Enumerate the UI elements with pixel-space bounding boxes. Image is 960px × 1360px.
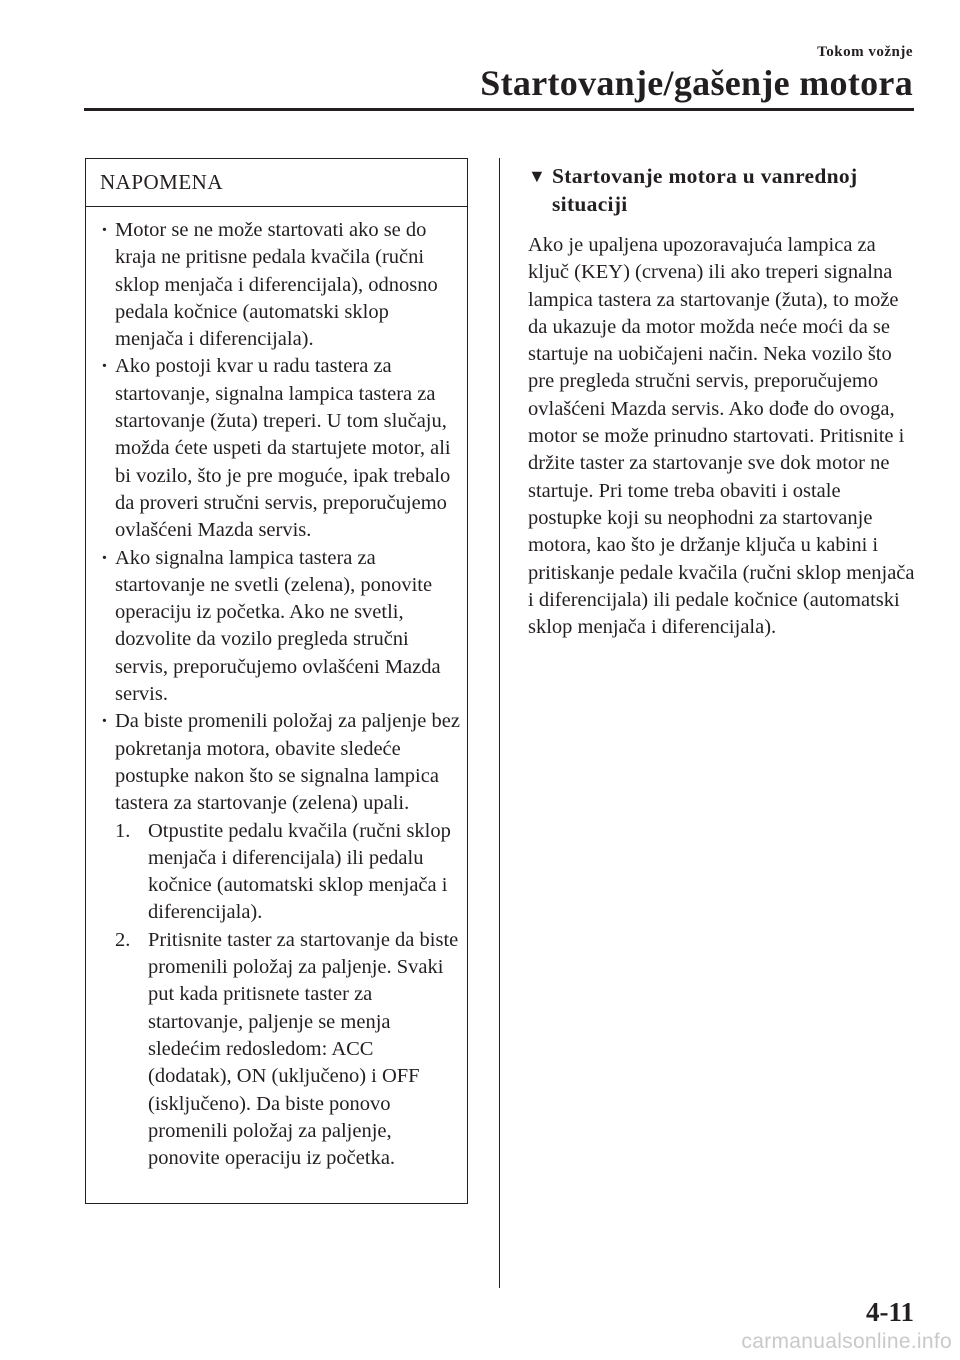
watermark: carmanualsonline.info [741,1330,952,1353]
note-step-number: 1. [115,819,131,842]
column-divider [499,158,500,1288]
note-box [85,158,468,1204]
page-title: Startovanje/gašenje motora [480,63,913,103]
note-steps [115,818,461,1173]
note-step-text: Pritisnite taster za startovanje da biste promenili položaj za paljenje. Svaki put kada pritisnete taster za startovanje, paljenje se menja sledećim redosledom: ACC (dodatak), ON (uključeno) i OFF (isključeno). Da biste ponovo promenili položaj za paljenje, ponovite operaciju iz početka. [148,928,459,1170]
page-number: 4-11 [865,1297,914,1327]
note-title: NAPOMENA [86,159,467,207]
note-bullet-text: Motor se ne može startovati ako se do kraja ne pritisne pedala kvačila (ručni sklop menjača i diferencijala), odnosno pedala kočnice (automatski sklop menjača i diferencijala). [115,219,438,351]
header-section-label: Tokom vožnje [817,44,913,60]
note-step [115,818,461,927]
note-bullet [115,217,461,353]
note-bullet [115,545,461,709]
note-step [115,927,461,1173]
section-heading-text: Startovanje motora u vanrednoj situaciji [552,164,858,216]
right-column [528,162,918,662]
section-heading [528,162,918,218]
note-step-text: Otpustite pedalu kvačila (ručni sklop menjača i diferencijala) ili pedalu kočnice (automatski sklop menjača i diferencijala). [148,819,451,924]
note-list [86,207,467,1172]
note-step-number: 2. [115,928,131,951]
note-bullet-text: Ako signalna lampica tastera za startovanje ne svetli (zelena), ponovite operaciju iz početka. Ako ne svetli, dozvolite da vozilo pregleda stručni servis, preporučujemo ovlašćeni Mazda servis. [115,546,441,706]
note-bullet-text: Ako postoji kvar u radu tastera za startovanje, signalna lampica tastera za startovanje (žuta) treperi. U tom slučaju, možda ćete uspeti da startujete motor, ali bi vozilo, što je pre moguće, ipak trebalo da proveri stručni servis, preporučujemo ovlašćeni Mazda servis. [115,355,451,542]
note-bullet-text: Da biste promenili položaj za paljenje bez pokretanja motora, obavite sledeće postupke nakon što se signalna lampica tastera za startovanje (zelena) upali. [115,710,460,815]
note-bullet [115,353,461,544]
note-bullet [115,708,461,1172]
header-rule [84,108,914,111]
section-body: Ako je upaljena upozoravajuća lampica za ključ (KEY) (crvena) ili ako treperi signalna lampica tastera za startovanje (žuta), to može da ukazuje da motor možda neće moći da se startuje na uobičajeni način. Neka vozilo što pre pregleda stručni servis, preporučujemo ovlašćeni Mazda servis. Ako dođe do ovoga, motor se može prinudno startovati. Pritisnite i držite taster za startovanje sve dok motor ne startuje. Pri tome treba obaviti i ostale postupke koji su neophodni za startovanje motora, kao što je držanje ključa u kabini i pritiskanje pedale kvačila (ručni sklop menjača i diferencijala) ili pedale kočnice (automatski sklop menjača i diferencijala). [528,234,915,639]
triangle-down-icon: ▼ [528,166,547,186]
